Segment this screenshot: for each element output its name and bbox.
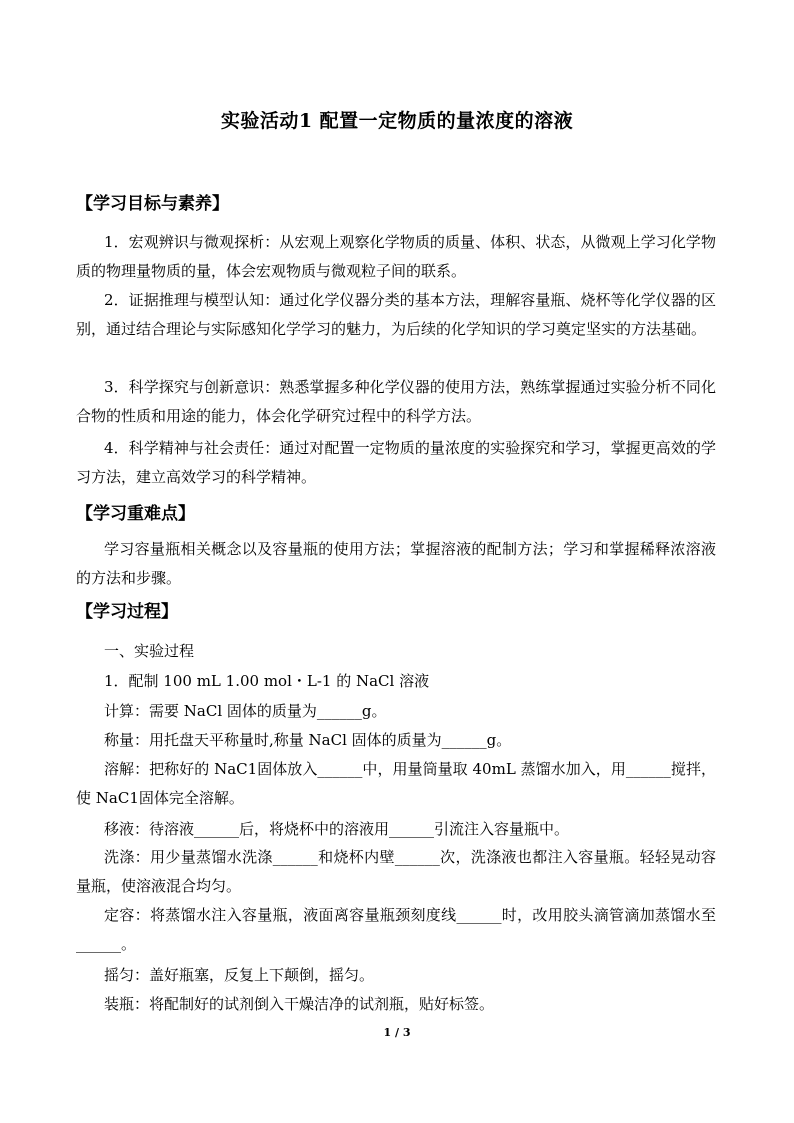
- goals-heading: 【学习目标与素养】: [76, 194, 229, 214]
- step-title: 1．配制 100 mL 1.00 mol・L-1 的 NaCl 溶液: [104, 672, 430, 690]
- goal-item-1: 1．宏观辨识与微观探析：从宏观上观察化学物质的质量、体积、状态，从微观上学习化学物质的物理量物质的量，体会宏观物质与微观粒子间的联系。: [76, 233, 716, 280]
- step-shake: 摇匀：盖好瓶塞，反复上下颠倒，摇匀。: [104, 966, 375, 984]
- step-calculate: 计算：需要 NaCl 固体的质量为______g。: [104, 702, 387, 720]
- step-bottle: 装瓶：将配制好的试剂倒入干燥洁净的试剂瓶，贴好标签。: [104, 995, 495, 1013]
- key-points-text: 学习容量瓶相关概念以及容量瓶的使用方法；掌握溶液的配制方法；学习和掌握稀释浓溶液的方法和步骤。: [76, 540, 716, 587]
- key-points-heading: 【学习重难点】: [76, 504, 195, 524]
- goal-item-2: 2．证据推理与模型认知：通过化学仪器分类的基本方法，理解容量瓶、烧杯等化学仪器的区别，通过结合理论与实际感知化学学习的魅力，为后续的化学知识的学习奠定坚实的方法基础。: [76, 291, 716, 338]
- step-transfer: 移液：待溶液______后，将烧杯中的溶液用______引流注入容量瓶中。: [104, 820, 570, 838]
- goal-item-3: 3．科学探究与创新意识：熟悉掌握多种化学仪器的使用方法，熟练掌握通过实验分析不同化合物的性质和用途的能力，体会化学研究过程中的科学方法。: [76, 378, 716, 425]
- process-heading: 【学习过程】: [76, 602, 178, 622]
- document-title: 实验活动1 配置一定物质的量浓度的溶液: [220, 110, 574, 132]
- page-number: 1 / 3: [383, 1026, 411, 1039]
- process-subheading: 一、实验过程: [104, 642, 195, 660]
- goal-item-4: 4．科学精神与社会责任：通过对配置一定物质的量浓度的实验探究和学习，掌握更高效的学习方法，建立高效学习的科学精神。: [76, 439, 716, 486]
- step-wash: 洗涤：用少量蒸馏水洗涤______和烧杯内壁______次，洗涤液也都注入容量瓶。轻轻晃动容量瓶，使溶液混合均匀。: [76, 848, 716, 895]
- step-dissolve: 溶解：把称好的 NaC1固体放入______中，用量筒量取 40mL 蒸馏水加入，用______搅拌，使 NaC1固体完全溶解。: [76, 760, 716, 807]
- step-volume: 定容：将蒸馏水注入容量瓶，液面离容量瓶颈刻度线______时，改用胶头滴管滴加蒸馏水至______。: [76, 906, 716, 953]
- step-weigh: 称量：用托盘天平称量时,称量 NaCl 固体的质量为______g。: [104, 731, 512, 749]
